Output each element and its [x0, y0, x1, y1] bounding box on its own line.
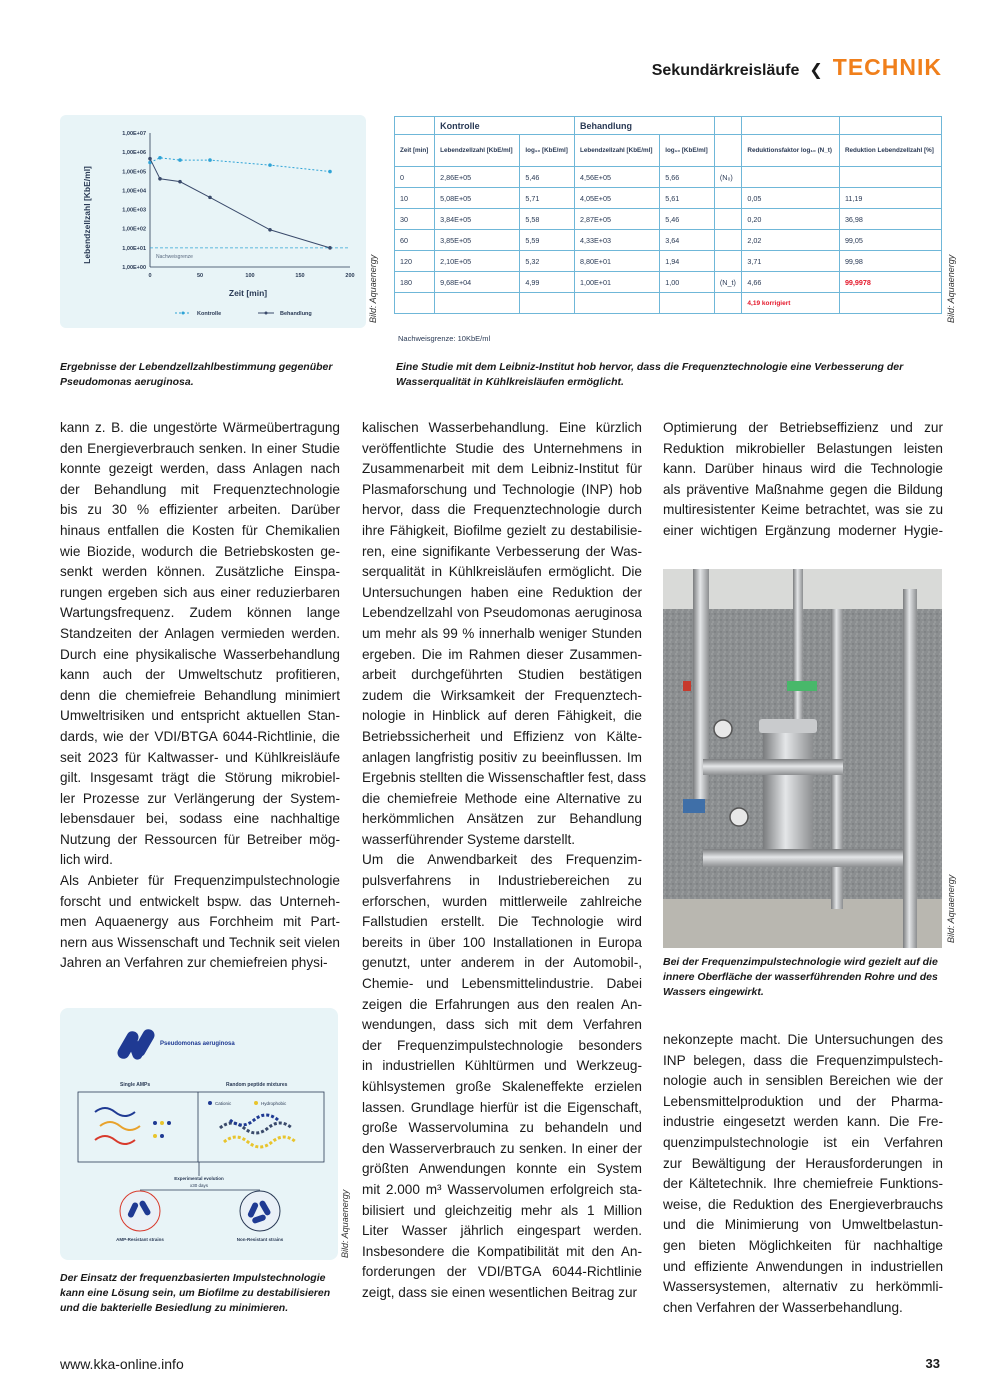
table-cell: 5,71: [520, 188, 575, 209]
table-row: [395, 167, 942, 188]
data-point-kontrolle: [328, 170, 332, 174]
text-line: nologie auch in sensiblen Bereichen wie der: [663, 1073, 943, 1089]
footer-url[interactable]: www.kka-online.info: [60, 1356, 184, 1372]
text-line: den Energieverbrauch senken. In einer Studie: [60, 440, 340, 456]
body-column-3-top: [663, 418, 943, 542]
chart-caption: Ergebnisse der Lebendzellzahlbestimmung gegenüber Pseudomonas aeruginosa.: [60, 361, 333, 388]
text-line: ler Prozesse zur Verlängerung der System-: [60, 790, 340, 806]
text-line: zudem die Wirksamkeit der Frequenztech-: [362, 687, 642, 703]
text-line: Reduktion mikrobieller Belastungen leisten: [663, 440, 943, 456]
amp-diagram-svg: [60, 1008, 338, 1260]
chart-legend: [175, 311, 312, 317]
photo-credit: Bild: Aquaenergy: [946, 874, 956, 943]
text-line: zeigt, dass sie einen wesentlichen Beitrag zur: [362, 1284, 638, 1300]
amp-credit: Bild: Aquaenergy: [340, 1189, 350, 1258]
body-column-1: [60, 418, 340, 974]
x-tick-label: 150: [295, 273, 305, 279]
table-row: [395, 188, 942, 209]
chevron-left-icon: ❮: [809, 62, 823, 79]
table-cell: 2,02: [742, 230, 840, 251]
text-line: ergeben. Die im Rahmen dieser Zusammen-: [362, 646, 642, 662]
text-line: forscht und entwickelt bspw. das Unterneh-: [60, 893, 340, 909]
text-line: Liter Wasser jährlich eingespart werden.: [362, 1223, 642, 1239]
amp-legend-hydrophobic: Hydrophobic: [261, 1101, 287, 1106]
table-cell: 2,87E+05: [575, 209, 660, 230]
log-line-chart: [60, 115, 366, 328]
body-column-3-bottom: [663, 1030, 943, 1318]
table-cell: 36,98: [839, 209, 941, 230]
text-line: Wassersystemen, alternativ zu herkömmli-: [663, 1279, 943, 1295]
text-line: forderungen der VDI/BTGA 6044-Richtlinie: [362, 1264, 642, 1280]
table-cell: 3,71: [742, 251, 840, 272]
table-header-cell: Lebendzellzahl [KbE/ml]: [435, 135, 520, 167]
text-line: Ergebnis stellten die Wissenschaftler fest, dass: [362, 770, 647, 786]
text-line: ihre Fähigkeit, Biofilme gezielt zu destabilisie-: [362, 522, 642, 538]
text-line: der Kältetechnik. Ihre chemiefreie Funktions-: [663, 1176, 943, 1192]
text-line: und effiziente Anwendungen in industriellen: [663, 1258, 943, 1274]
text-line: Zusammenarbeit mit dem Leibniz-Institut für: [362, 461, 642, 477]
amp-diagram: [60, 1008, 338, 1260]
table-cell: 120: [395, 251, 435, 272]
data-point-kontrolle: [268, 163, 272, 167]
text-line: nologie in Hinblick auf deren Fähigkeit, die: [362, 708, 642, 724]
data-point-kontrolle: [178, 158, 182, 162]
table-cell: 30: [395, 209, 435, 230]
chart-credit: Bild: Aquaenergy: [368, 254, 378, 323]
table-cell: 5,66: [660, 167, 715, 188]
table-cell: 4,66: [742, 272, 840, 293]
text-line: arbeit durchgeführten Studien bestätigen: [362, 667, 642, 683]
text-line: die chemiefreie Methode eine Alternative zu: [362, 790, 642, 806]
table-cell: [714, 230, 742, 251]
text-line: Durch eine physikalische Wasserbehandlung: [60, 646, 340, 662]
text-line: Untersuchungen haben eine Reduktion der: [362, 584, 642, 600]
y-axis-label: Lebendzellzahl [KbE/ml]: [82, 166, 92, 264]
page-header: [652, 54, 942, 81]
chart-figure: [60, 115, 366, 328]
text-line: industrie eingesetzt werden kann. Die Fre-: [663, 1114, 943, 1130]
table-cell: 99,05: [839, 230, 941, 251]
table-cell: 3,64: [660, 230, 715, 251]
text-line: herkömmlichen Ansätzen zur Behandlung: [362, 811, 642, 827]
pipe-photo-illustration: [663, 569, 942, 948]
photo-caption: Bei der Frequenzimpulstechnologie wird gezielt auf die innere Oberfläche der wasserführenden Rohre und des Wassers eingewirkt.: [663, 956, 938, 998]
table-cell: 1,00E+01: [575, 272, 660, 293]
table-cell: 4,33E+03: [575, 230, 660, 251]
table-row: [395, 251, 942, 272]
text-line: nern aus Wissenschaft und Technik seit vielen: [60, 934, 340, 950]
text-line: Lebensmittelproduktion und der Pharma-: [663, 1093, 943, 1109]
text-line: wie Biozide, wodurch die Betriebskosten ge-: [60, 543, 340, 559]
text-line: Um die Anwendbarkeit des Frequenzim-: [362, 852, 642, 868]
table-cell: 10: [395, 188, 435, 209]
table-credit: Bild: Aquaenergy: [946, 254, 956, 323]
results-table: [394, 116, 942, 314]
text-line: kann. Darüber hinaus wird die Technologie: [663, 461, 943, 477]
table-cell: 5,59: [520, 230, 575, 251]
text-line: Als Anbieter für Frequenzimpulstechnologie: [60, 873, 340, 889]
text-line: zeigen die Erfahrungen aus den realen An-: [362, 996, 642, 1012]
text-line: mit 2.000 m³ Wasservolumen erfolgreich sta-: [362, 1181, 642, 1197]
table-cell: 99,9978: [839, 272, 941, 293]
text-line: quenzimpulstechnologie ist ein Verfahren: [663, 1134, 943, 1150]
data-point-behandlung: [268, 228, 272, 232]
text-line: Plasmaforschung und Technologie (INP) hob: [362, 481, 642, 497]
x-axis-label: Zeit [min]: [228, 288, 268, 298]
group-header-kontrolle: Kontrolle: [435, 117, 575, 135]
text-line: bis zu 30 % effizienter arbeiten. Darüber: [60, 502, 340, 518]
text-line: senkt werden können. Zusätzliche Einspa-: [60, 564, 340, 580]
table-cell: [839, 167, 941, 188]
text-line: weise, die Reduktion des Energieverbrauchs: [663, 1196, 943, 1212]
y-tick-label: 1,00E+04: [122, 188, 146, 195]
data-point-kontrolle: [208, 158, 212, 162]
x-tick-label: 100: [245, 273, 255, 279]
text-line: in industriellen Kühltürmen und Werkzeug-: [362, 1058, 642, 1074]
text-line: Standzeiten der Anlagen vermieden werden.: [60, 625, 340, 641]
table-cell: 99,98: [839, 251, 941, 272]
text-line: pulsverfahrens in Industriebereichen zu: [362, 873, 642, 889]
table-row: [395, 209, 942, 230]
text-line: hinaus entfallen die Kosten für Chemikalien: [60, 522, 340, 538]
series-line-behandlung: [150, 159, 330, 248]
table-cell: 5,08E+05: [435, 188, 520, 209]
table-cell: [714, 251, 742, 272]
table-cell: (N_t): [714, 272, 742, 293]
section-name: Sekundärkreisläufe: [651, 62, 800, 79]
legend-behandlung: Behandlung: [280, 311, 312, 317]
table-cell: 5,46: [660, 209, 715, 230]
text-line: und die Minimierung von Umweltbelastun-: [663, 1217, 943, 1233]
text-line: Optimierung der Betriebseffizienz und zur: [663, 420, 943, 435]
text-line: um mehr als 99 % innerhalb weniger Stunden: [362, 625, 642, 641]
table-cell: 1,94: [660, 251, 715, 272]
text-line: men Aquaenergy aus Forchheim mit Part-: [60, 914, 340, 930]
text-line: der Behandlung mit Frequenztechnologie: [60, 481, 340, 497]
text-line: Insbesondere die Kompatibilität mit den An-: [362, 1243, 642, 1259]
data-point-behandlung: [148, 157, 152, 161]
text-line: Nutzung der Ressourcen für Betreiber mög-: [60, 831, 340, 847]
corrected-value: 4,19 korrigiert: [742, 293, 840, 314]
table-note: Nachweisgrenze: 10KbE/ml: [398, 334, 491, 343]
text-line: einer wichtigen Ergänzung moderner Hygie-: [663, 522, 943, 538]
text-line: bereits in über 100 Installationen in Europa: [362, 934, 642, 950]
text-line: lebensdauer bei, sodass eine nachhaltige: [60, 811, 340, 827]
text-line: erforschen, wurden mittlerweile zahlreiche: [362, 893, 642, 909]
text-line: kann auch der Umweltschutz profitieren,: [60, 667, 340, 683]
text-line: als präventive Maßnahme gegen die Bildung: [663, 481, 943, 497]
amp-resistant: AMP-Resistant strains: [116, 1237, 164, 1242]
amp-title: Pseudomonas aeruginosa: [160, 1041, 235, 1047]
text-line: Chemie- und Lebensmittelindustrie. Dabei: [362, 976, 642, 992]
x-tick-label: 0: [148, 273, 152, 279]
table-header-cell: Lebendzellzahl [KbE/ml]: [575, 135, 660, 167]
table-cell: 4,99: [520, 272, 575, 293]
text-line: kalischen Wasserbehandlung. Eine kürzlich: [362, 420, 642, 435]
table-cell: 3,84E+05: [435, 209, 520, 230]
text-line: größten Anwendungen konnte ein System: [362, 1161, 642, 1177]
amp-right-label: Random peptide mixtures: [226, 1082, 288, 1088]
text-line: konnte gezeigt werden, dass Anlagen nach: [60, 461, 340, 477]
text-line: anlagen langfristig positiv zu beeinflussen. Im: [362, 749, 642, 765]
text-line: INP belegen, dass die Frequenzimpulstech-: [663, 1052, 943, 1068]
table-header-cell: Reduktion Lebendzellzahl [%]: [839, 135, 941, 167]
y-tick-label: 1,00E+01: [122, 245, 146, 252]
table-caption: Eine Studie mit dem Leibniz-Institut hob hervor, dass die Frequenztechnologie eine Verbesserung der Wasserqualität in Kühlkreisläufen ermöglicht.: [396, 361, 904, 388]
text-line: nekonzepte macht. Die Untersuchungen des: [663, 1032, 943, 1047]
amp-caption: Der Einsatz der frequenzbasierten Impulstechnologie kann eine Lösung sein, um Biofilme zu destabilisieren und die bakterielle Besiedlung zu minimieren.: [60, 1272, 331, 1314]
text-line: genutzt, unter anderem in der Automobil-,: [362, 955, 642, 971]
text-line: Lebendzellzahl von Pseudomonas aeruginosa: [362, 605, 642, 621]
text-line: Betriebssicherheit und Effizienz von Kälte-: [362, 728, 642, 744]
text-line: wasserführender Systeme darstellt.: [362, 831, 576, 847]
text-line: Fallstudien erstellt. Die Technologie wird: [362, 914, 642, 930]
table-header-cell: log₁₀ [KbE/ml]: [660, 135, 715, 167]
text-line: wendungen, dass sich mit dem Verfahren: [362, 1017, 642, 1033]
text-line: gilt. Insgesamt trägt die Störung mikrobiel-: [60, 770, 340, 786]
y-tick-label: 1,00E+05: [122, 169, 146, 176]
table-cell: 0,05: [742, 188, 840, 209]
text-line: zur Bewältigung der Herausforderungen in: [663, 1155, 943, 1171]
table-cell: 0: [395, 167, 435, 188]
table-cell: 9,68E+04: [435, 272, 520, 293]
table-cell: [714, 209, 742, 230]
section-title: TECHNIK: [832, 54, 942, 80]
table-cell: 0,20: [742, 209, 840, 230]
body-column-2: [362, 418, 647, 1304]
text-line: Wartungsfrequenz. Zudem können lange: [60, 605, 340, 621]
text-line: Jahren an Verfahren zur chemiefreien physi-: [60, 955, 328, 971]
text-line: große Wasservolumina zu behandeln und: [362, 1120, 642, 1136]
table-cell: 60: [395, 230, 435, 251]
table-cell: 4,05E+05: [575, 188, 660, 209]
text-line: gen bieten Möglichkeiten für nachhaltige: [663, 1237, 943, 1253]
data-point-kontrolle: [158, 156, 162, 160]
table-cell: (N₀): [714, 167, 742, 188]
table-header-cell: Reduktionsfaktor log₁₀ (N_t): [742, 135, 840, 167]
text-line: bilisiert und gleichzeitig mehr als 1 Million: [362, 1202, 642, 1218]
table-cell: 2,86E+05: [435, 167, 520, 188]
text-line: den Wasserverbrauch zu senken. In einer der: [362, 1140, 642, 1156]
table-cell: 5,61: [660, 188, 715, 209]
legend-kontrolle: Kontrolle: [197, 311, 222, 317]
table-cell: 8,80E+01: [575, 251, 660, 272]
text-line: ren, eine signifikante Verbesserung der Was-: [362, 543, 642, 559]
table-cell: [714, 188, 742, 209]
table-row: [395, 230, 942, 251]
text-line: lassen. Grundlage hierfür ist die Eigenschaft,: [362, 1099, 642, 1115]
x-tick-label: 200: [345, 273, 355, 279]
y-tick-label: 1,00E+03: [122, 207, 146, 214]
text-line: kühlsystemen große Skaleneffekte erzielen: [362, 1079, 642, 1094]
amp-legend-cationic: Cationic: [215, 1101, 232, 1106]
data-point-behandlung: [178, 180, 182, 184]
text-line: veröffentlichte Studie des Unternehmens in: [362, 440, 642, 456]
text-line: kann z. B. die ungestörte Wärmeübertragung: [60, 420, 340, 435]
series-line-kontrolle: [150, 158, 330, 172]
text-line: hervor, dass die Frequenztechnologie durch: [362, 502, 642, 518]
table-cell: [742, 167, 840, 188]
group-header-behandlung: Behandlung: [575, 117, 715, 135]
threshold-label: Nachweisgrenze: [156, 254, 193, 260]
y-tick-label: 1,00E+06: [122, 150, 146, 157]
amp-duration: x30 days: [189, 1183, 209, 1188]
table-header-cell: Zeit [min]: [395, 135, 435, 167]
text-line: lich wird.: [60, 852, 113, 868]
y-tick-label: 1,00E+07: [122, 131, 146, 137]
text-line: serqualität in Kühlkreisläufen ermöglicht. Die: [362, 564, 642, 580]
y-tick-label: 1,00E+00: [122, 265, 146, 271]
data-point-behandlung: [208, 196, 212, 200]
text-line: multiresistenter Keime betrachtet, was sie zu: [663, 502, 943, 518]
text-line: Umweltrisiken und entspricht aktuellen Stan-: [60, 708, 340, 724]
table-row: [395, 272, 942, 293]
text-line: der Frequenzimpulstechnologie besonders: [362, 1037, 642, 1053]
amp-left-label: Single AMPs: [120, 1082, 151, 1088]
data-point-behandlung: [158, 177, 162, 181]
table-cell: 5,46: [520, 167, 575, 188]
pipe-installation-photo: [663, 569, 942, 948]
table-header-cell: log₁₀ [KbE/ml]: [520, 135, 575, 167]
text-line: seit 2023 für Kaltwasser- und Kühlkreisläufe: [60, 749, 340, 765]
data-point-behandlung: [328, 246, 332, 250]
text-line: chen Verfahren der Wasserbehandlung.: [663, 1299, 903, 1315]
table-cell: 4,56E+05: [575, 167, 660, 188]
text-line: dards, wie der VDI/BTGA 6044-Richtlinie, die: [60, 728, 340, 744]
page-number: 33: [925, 1356, 940, 1371]
table-cell: 3,85E+05: [435, 230, 520, 251]
table-cell: 2,10E+05: [435, 251, 520, 272]
table-header-cell: [714, 135, 742, 167]
text-line: rungen ergeben sich aus einer reduzierbaren: [60, 584, 340, 600]
text-line: denn die chemiefreie Behandlung minimiert: [60, 687, 340, 703]
table-cell: 1,00: [660, 272, 715, 293]
table-cell: 5,32: [520, 251, 575, 272]
table-cell: 180: [395, 272, 435, 293]
table-cell: 5,58: [520, 209, 575, 230]
amp-non-resistant: Non-Resistant strains: [236, 1237, 284, 1242]
table-cell: 11,19: [839, 188, 941, 209]
amp-evolution: Experimental evolution: [174, 1176, 224, 1181]
x-tick-label: 50: [196, 273, 204, 279]
y-tick-label: 1,00E+02: [122, 226, 146, 233]
